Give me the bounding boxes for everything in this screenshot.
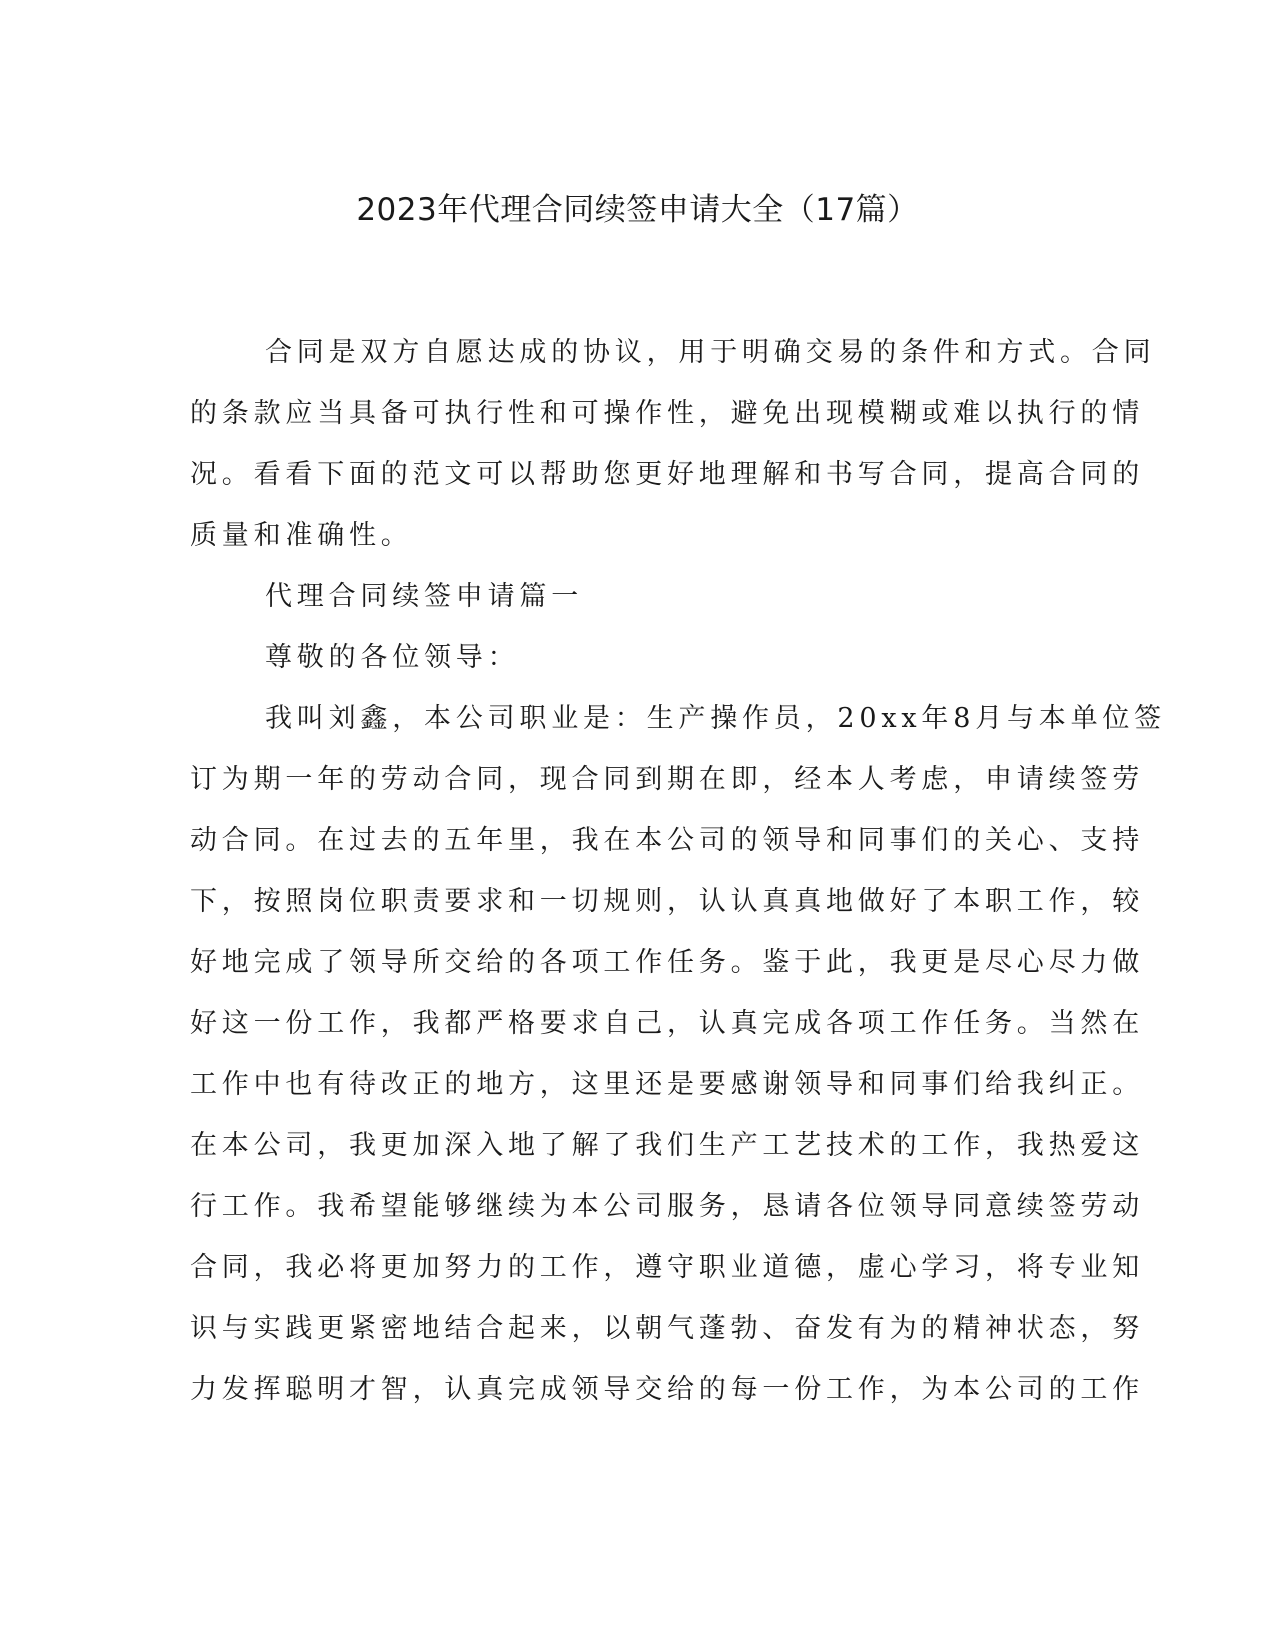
paragraph-body-line-2: 订为期一年的劳动合同，现合同到期在即，经本人考虑，申请续签劳 [190, 764, 1144, 795]
paragraph-body-line-9: 行工作。我希望能够继续为本公司服务，恳请各位领导同意续签劳动 [190, 1191, 1144, 1222]
paragraph-body-line-1: 我叫刘鑫，本公司职业是：生产操作员，20xx年8月与本单位签 [265, 703, 1166, 734]
paragraph-body-line-4: 下，按照岗位职责要求和一切规则，认认真真地做好了本职工作，较 [190, 886, 1144, 917]
paragraph-body-line-12: 力发挥聪明才智，认真完成领导交给的每一份工作，为本公司的工作 [190, 1374, 1144, 1405]
paragraph-body-line-7: 工作中也有待改正的地方，这里还是要感谢领导和同事们给我纠正。 [190, 1069, 1144, 1100]
paragraph-body-line-6: 好这一份工作，我都严格要求自己，认真完成各项工作任务。当然在 [190, 1008, 1144, 1039]
paragraph-intro-line-3: 况。看看下面的范文可以帮助您更好地理解和书写合同，提高合同的 [190, 459, 1144, 490]
paragraph-body-line-10: 合同，我必将更加努力的工作，遵守职业道德，虚心学习，将专业知 [190, 1252, 1144, 1283]
document-body [190, 322, 1166, 1420]
paragraph-body-line-3: 动合同。在过去的五年里，我在本公司的领导和同事们的关心、支持 [190, 825, 1144, 856]
document-title: 2023年代理合同续签申请大全（17篇） [356, 192, 919, 228]
paragraph-intro-line-2: 的条款应当具备可执行性和可操作性，避免出现模糊或难以执行的情 [190, 398, 1144, 429]
section-heading: 代理合同续签申请篇一 [265, 581, 583, 612]
paragraph-intro-line-4: 质量和准确性。 [190, 520, 413, 551]
paragraph-body-line-8: 在本公司，我更加深入地了解了我们生产工艺技术的工作，我热爱这 [190, 1130, 1144, 1161]
salutation: 尊敬的各位领导： [265, 642, 520, 673]
paragraph-body-line-11: 识与实践更紧密地结合起来，以朝气蓬勃、奋发有为的精神状态，努 [190, 1313, 1144, 1344]
paragraph-intro-line-1: 合同是双方自愿达成的协议，用于明确交易的条件和方式。合同 [265, 337, 1156, 368]
paragraph-body-line-5: 好地完成了领导所交给的各项工作任务。鉴于此，我更是尽心尽力做 [190, 947, 1144, 978]
